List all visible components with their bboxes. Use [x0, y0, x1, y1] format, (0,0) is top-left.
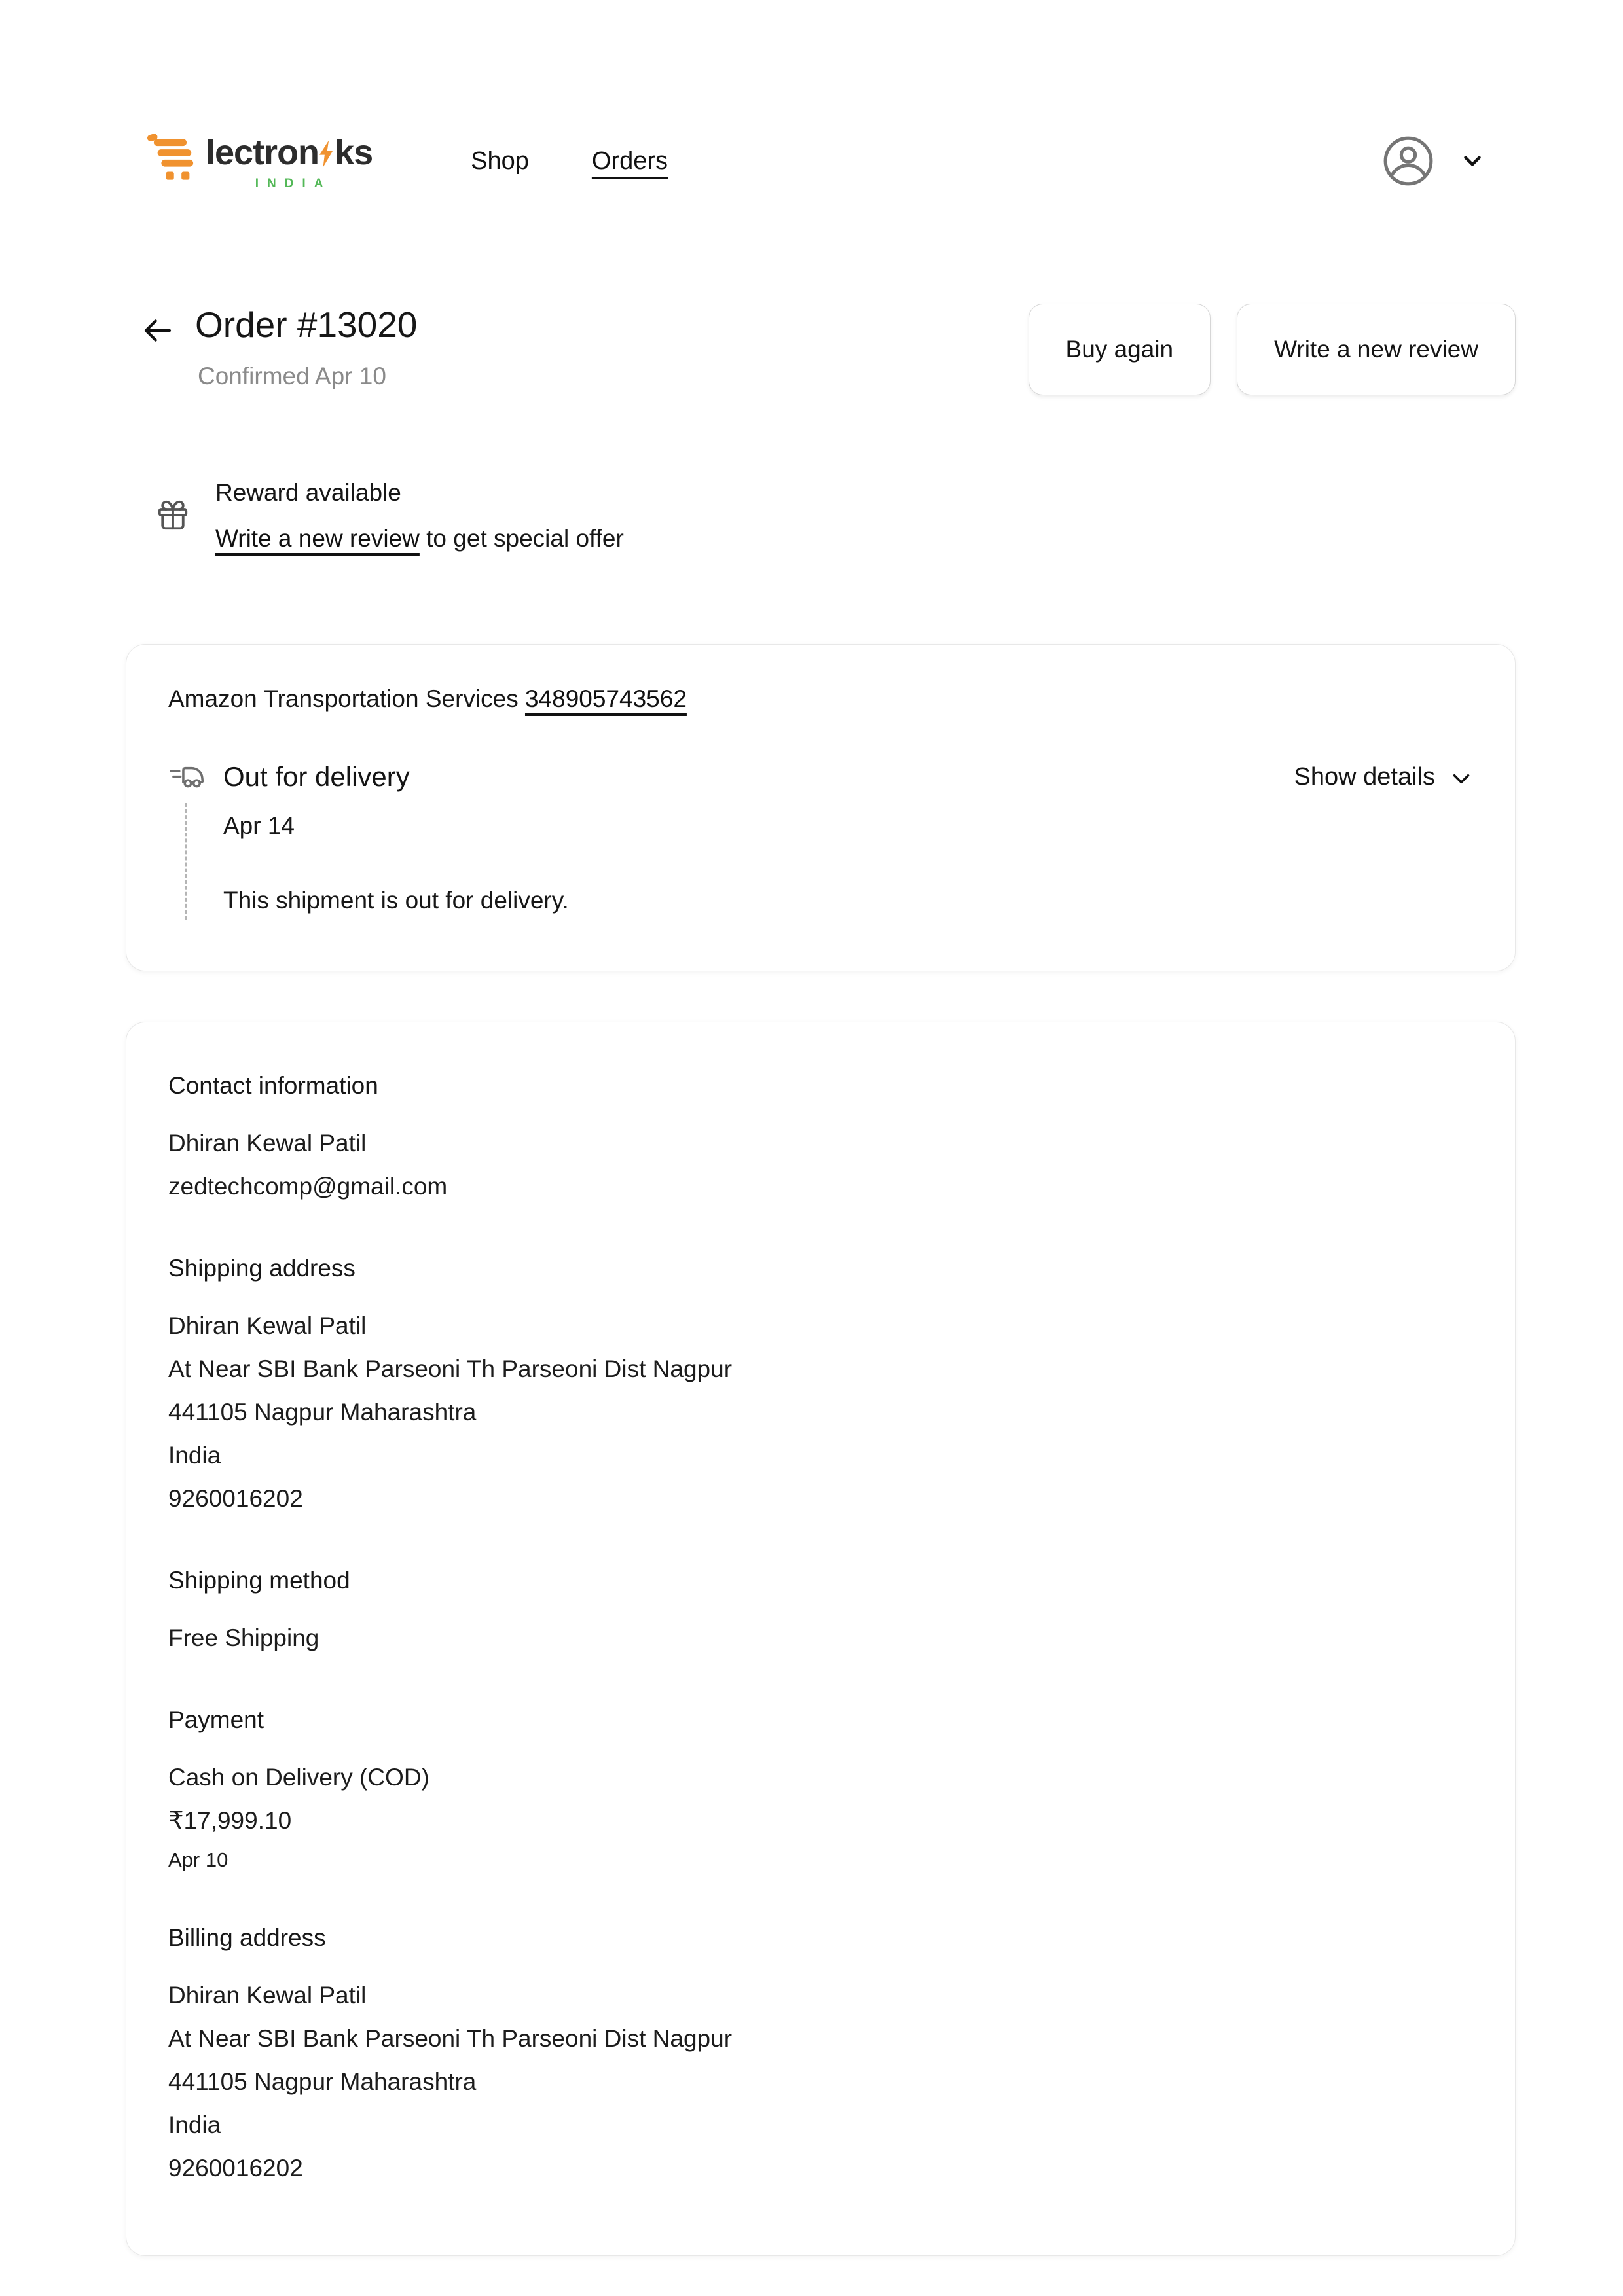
billing-address-line: Dhiran Kewal Patil	[168, 1982, 367, 2009]
page-title: Order #13020	[195, 304, 418, 345]
shipment-date: Apr 14	[223, 812, 295, 839]
delivery-truck-icon	[168, 761, 208, 793]
back-arrow-icon	[140, 313, 175, 348]
brand-text-right: ks	[335, 133, 373, 172]
payment-heading: Payment	[168, 1706, 264, 1733]
chevron-down-icon	[1459, 147, 1486, 175]
contact-email: zedtechcomp@gmail.com	[168, 1173, 448, 1200]
billing-address-line: At Near SBI Bank Parseoni Th Parseoni Dist Nagpur	[168, 2025, 733, 2052]
gift-icon	[155, 479, 191, 533]
order-title-block	[195, 304, 417, 390]
shipping-address-line: India	[168, 1442, 221, 1469]
main-nav	[471, 147, 668, 175]
buy-again-button[interactable]: Buy again	[1029, 304, 1211, 395]
order-confirmed-subtitle: Confirmed Apr 10	[198, 363, 386, 389]
reward-review-link[interactable]: Write a new review	[215, 525, 420, 552]
account-menu-button[interactable]	[1381, 134, 1486, 188]
order-actions	[1029, 304, 1516, 395]
shipping-address-heading: Shipping address	[168, 1255, 356, 1282]
billing-address-heading: Billing address	[168, 1924, 326, 1951]
contact-name: Dhiran Kewal Patil	[168, 1130, 367, 1157]
shipping-address-line: At Near SBI Bank Parseoni Th Parseoni Dist Nagpur	[168, 1355, 733, 1382]
cart-logo-icon	[145, 131, 202, 185]
chevron-down-icon	[1450, 767, 1473, 791]
shipping-address-line: Dhiran Kewal Patil	[168, 1312, 367, 1339]
payment-method: Cash on Delivery (COD)	[168, 1764, 429, 1791]
contact-information-section	[168, 1064, 1473, 1208]
shipment-message: This shipment is out for delivery.	[223, 887, 569, 914]
carrier-line	[168, 685, 1473, 713]
shipping-method-section	[168, 1559, 1473, 1660]
reward-banner	[155, 479, 1516, 552]
user-avatar-icon	[1381, 134, 1435, 188]
show-details-label: Show details	[1294, 762, 1435, 791]
back-button[interactable]	[140, 313, 175, 348]
order-details-card	[126, 1022, 1516, 2256]
payment-section	[168, 1698, 1473, 1878]
billing-address-line: 9260016202	[168, 2155, 303, 2181]
billing-address-line: India	[168, 2111, 221, 2138]
tracking-number-link[interactable]: 348905743562	[524, 685, 687, 712]
carrier-name: Amazon Transportation Services	[168, 685, 519, 712]
header	[145, 118, 1486, 204]
contact-information-heading: Contact information	[168, 1072, 378, 1099]
brand-subtext: INDIA	[255, 177, 332, 190]
shipping-method-value: Free Shipping	[168, 1624, 319, 1651]
shipping-method-heading: Shipping method	[168, 1567, 350, 1594]
reward-title: Reward available	[215, 479, 401, 506]
reward-suffix: to get special offer	[419, 525, 624, 552]
shipping-address-section	[168, 1247, 1473, 1520]
billing-address-line: 441105 Nagpur Maharashtra	[168, 2068, 477, 2095]
payment-date: Apr 10	[168, 1848, 228, 1871]
show-details-button[interactable]	[1294, 763, 1473, 791]
shipment-card	[126, 644, 1516, 971]
shipment-status: Out for delivery	[223, 761, 410, 792]
shipping-address-line: 9260016202	[168, 1485, 303, 1512]
write-review-button[interactable]: Write a new review	[1237, 304, 1516, 395]
reward-text	[215, 479, 624, 552]
order-title-row	[126, 304, 1516, 395]
brand-wordmark	[206, 135, 373, 191]
lightning-bolt-icon	[319, 135, 335, 164]
nav-shop[interactable]: Shop	[471, 147, 529, 175]
payment-amount: ₹17,999.10	[168, 1807, 292, 1834]
shipment-status-row	[168, 761, 1473, 793]
shipment-timeline	[185, 803, 1473, 920]
shipping-address-line: 441105 Nagpur Maharashtra	[168, 1399, 477, 1426]
billing-address-section	[168, 1916, 1473, 2190]
brand-text-left: lectron	[206, 133, 319, 172]
brand-logo[interactable]	[145, 131, 373, 191]
nav-orders[interactable]: Orders	[591, 147, 668, 175]
